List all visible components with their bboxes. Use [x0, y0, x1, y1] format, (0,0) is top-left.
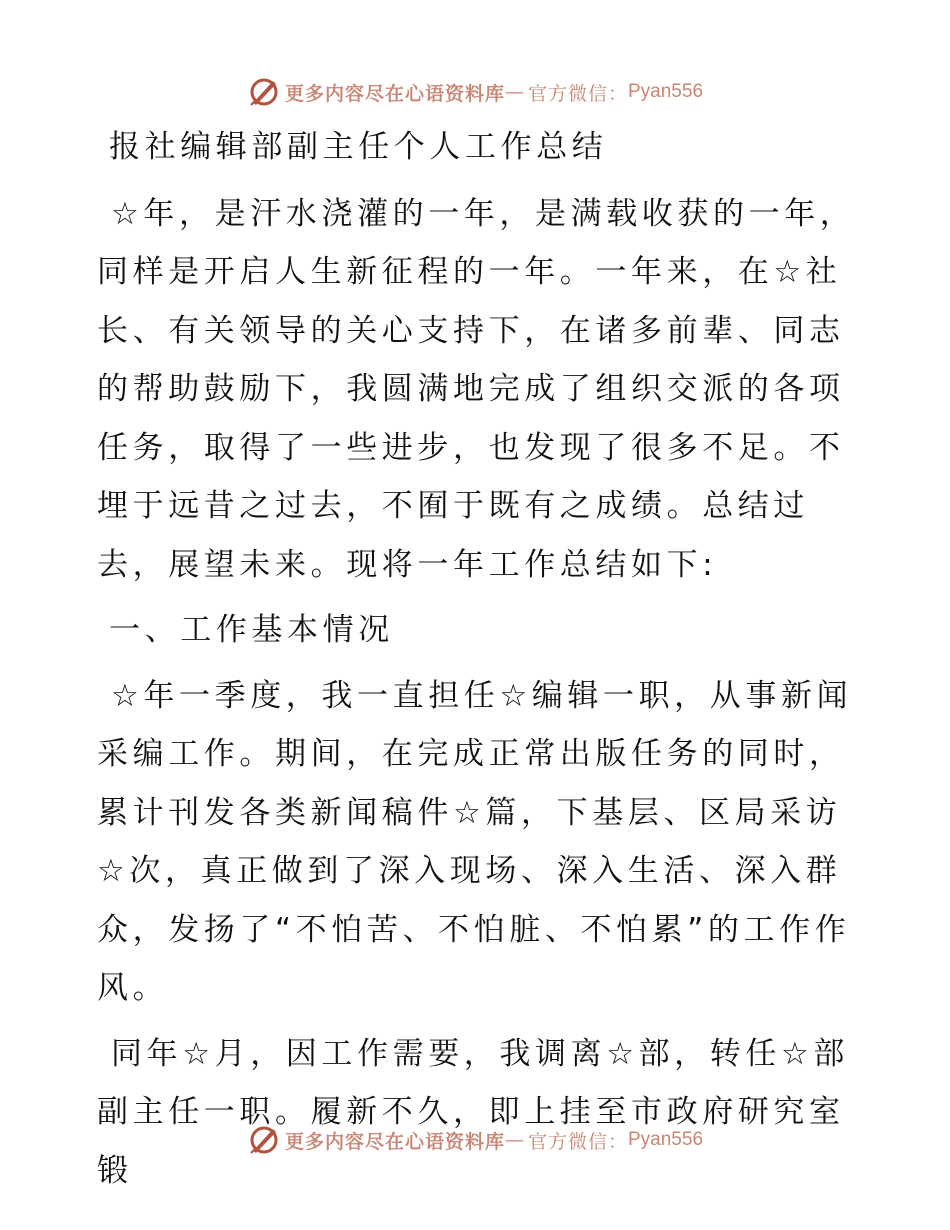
- quill-logo-icon: [247, 75, 281, 109]
- footer-dash: —: [504, 1129, 524, 1151]
- header-dash: —: [504, 81, 524, 103]
- footer-watermark: [0, 1120, 950, 1160]
- header-watermark: [0, 72, 950, 112]
- section-paragraph-1: ☆年一季度，我一直担任☆编辑一职，从事新闻采编工作。期间，在完成正常出版任务的同时，累计刊发各类新闻稿件☆篇，下基层、区局采访☆次，真正做到了深入现场、深入生活、深入群众，发扬了“不怕苦、不怕脏、不怕累”的工作作风。: [97, 677, 853, 1006]
- section-paragraph-2: 同年☆月，因工作需要，我调离☆部，转任☆部副主任一职。履新不久，即上挂至市政府研究室锻: [97, 1035, 849, 1189]
- header-wechat-label: 官方微信：: [527, 82, 628, 105]
- footer-wechat-label: 官方微信：: [527, 1130, 628, 1153]
- header-brand: 更多内容尽在心语资料库: [284, 82, 505, 105]
- intro-paragraph: ☆年，是汗水浇灌的一年，是满载收获的一年，同样是开启人生新征程的一年。一年来，在☆社长、有关领导的关心支持下，在诸多前辈、同志的帮助鼓励下，我圆满地完成了组织交派的各项任务，取得了一些进步，也发现了很多不足。不埋于远昔之过去，不囿于既有之成绩。总结过去，展望未来。现将一年工作总结如下:: [97, 195, 856, 583]
- document-body: [97, 118, 857, 1207]
- header-wechat-id: Pyan556: [628, 81, 704, 102]
- footer-brand: 更多内容尽在心语资料库: [284, 1130, 505, 1153]
- quill-logo-icon: [247, 1123, 281, 1157]
- section-heading: 一、工作基本情况: [109, 612, 394, 648]
- document-title: 报社编辑部副主任个人工作总结: [109, 129, 608, 165]
- footer-wechat-id: Pyan556: [628, 1129, 704, 1150]
